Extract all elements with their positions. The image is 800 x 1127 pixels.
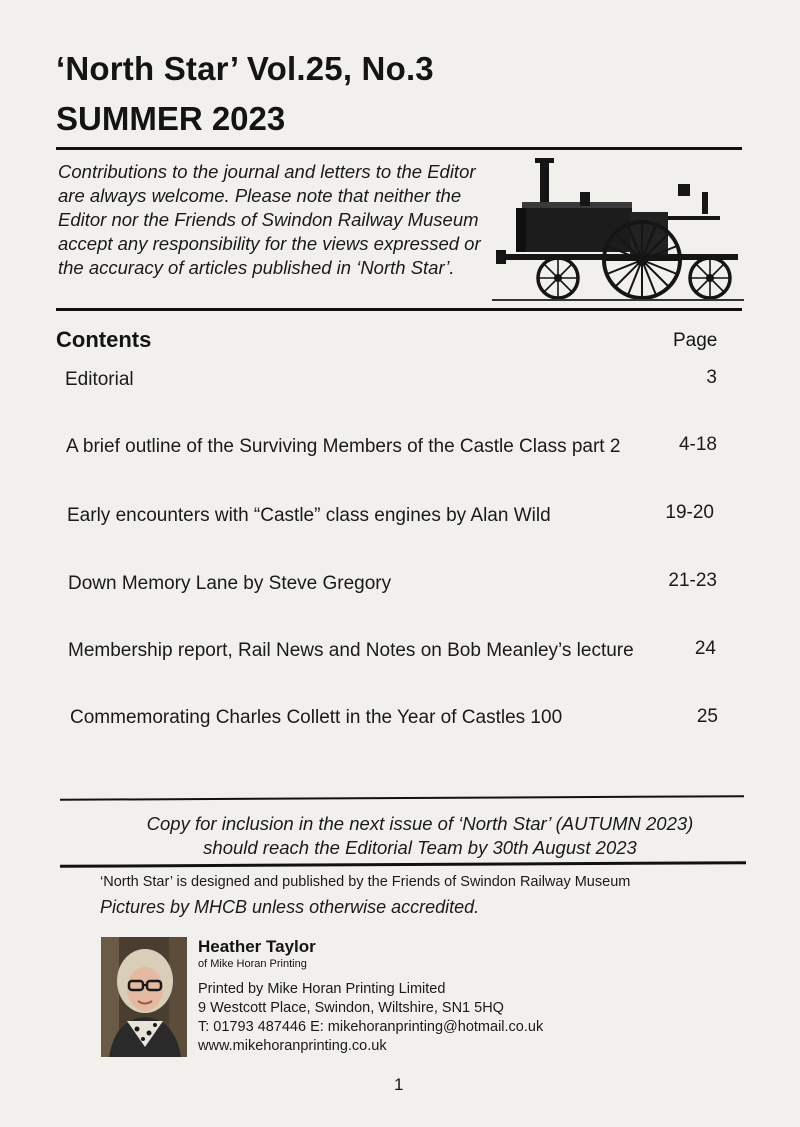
contents-item-page: 21-23 [668,570,717,591]
contents-item-page: 3 [706,367,717,388]
copy-deadline-note [100,812,740,860]
intro-paragraph: Contributions to the journal and letters to the Editor are always welcome. Please note that neither the Editor nor the Friends of Swindon Railway Museum accept any responsibility for the views expressed or the accuracy of articles published in ‘North Star’. [58,161,481,278]
contents-item-title: Down Memory Lane by Steve Gregory [68,573,392,594]
copy-note-line: should reach the Editorial Team by 30th August 2023 [203,837,637,858]
printer-contact-subtitle: of Mike Horan Printing [198,958,307,970]
contents-item-title: Membership report, Rail News and Notes on Bob Meanley’s lecture [68,640,634,661]
issue-season: SUMMER 2023 [56,100,286,137]
contents-item-title: Commemorating Charles Collett in the Year of Castles 100 [70,707,563,728]
publisher-line: ‘North Star’ is designed and published by the Friends of Swindon Railway Museum [100,874,631,890]
portrait-photo [101,937,187,1057]
contents-rule [60,795,744,801]
printer-contact-name: Heather Taylor [198,937,316,956]
contents-item-title: A brief outline of the Surviving Members of the Castle Class part 2 [66,436,621,457]
printer-address: 9 Westcott Place, Swindon, Wiltshire, SN1 5HQ [198,1000,504,1016]
contents-item-title: Early encounters with “Castle” class engines by Alan Wild [67,505,551,526]
copy-note-line: Copy for inclusion in the next issue of ‘North Star’ (AUTUMN 2023) [146,813,694,834]
footer-rule [60,861,746,868]
journal-title: ‘North Star’ Vol.25, No.3 [56,50,434,87]
contents-item-page: 4-18 [678,434,717,455]
steam-locomotive-icon [492,150,744,306]
page-number: 1 [394,1075,404,1094]
contents-heading: Contents [56,327,152,352]
intro-rule [56,308,742,311]
page-column-heading: Page [673,330,718,351]
printer-details [198,980,543,1056]
contents-item-title: Editorial [65,369,134,390]
printer-company: Printed by Mike Horan Printing Limited [198,981,446,997]
printer-website: www.mikehoranprinting.co.uk [198,1038,387,1054]
pictures-credit: Pictures by MHCB unless otherwise accredited. [100,897,480,917]
contents-item-page: 25 [696,706,718,727]
contents-item-page: 24 [694,638,716,659]
contents-item-page: 19-20 [665,502,714,523]
printer-phone-email: T: 01793 487446 E: mikehoranprinting@hotmail.co.uk [198,1019,544,1035]
